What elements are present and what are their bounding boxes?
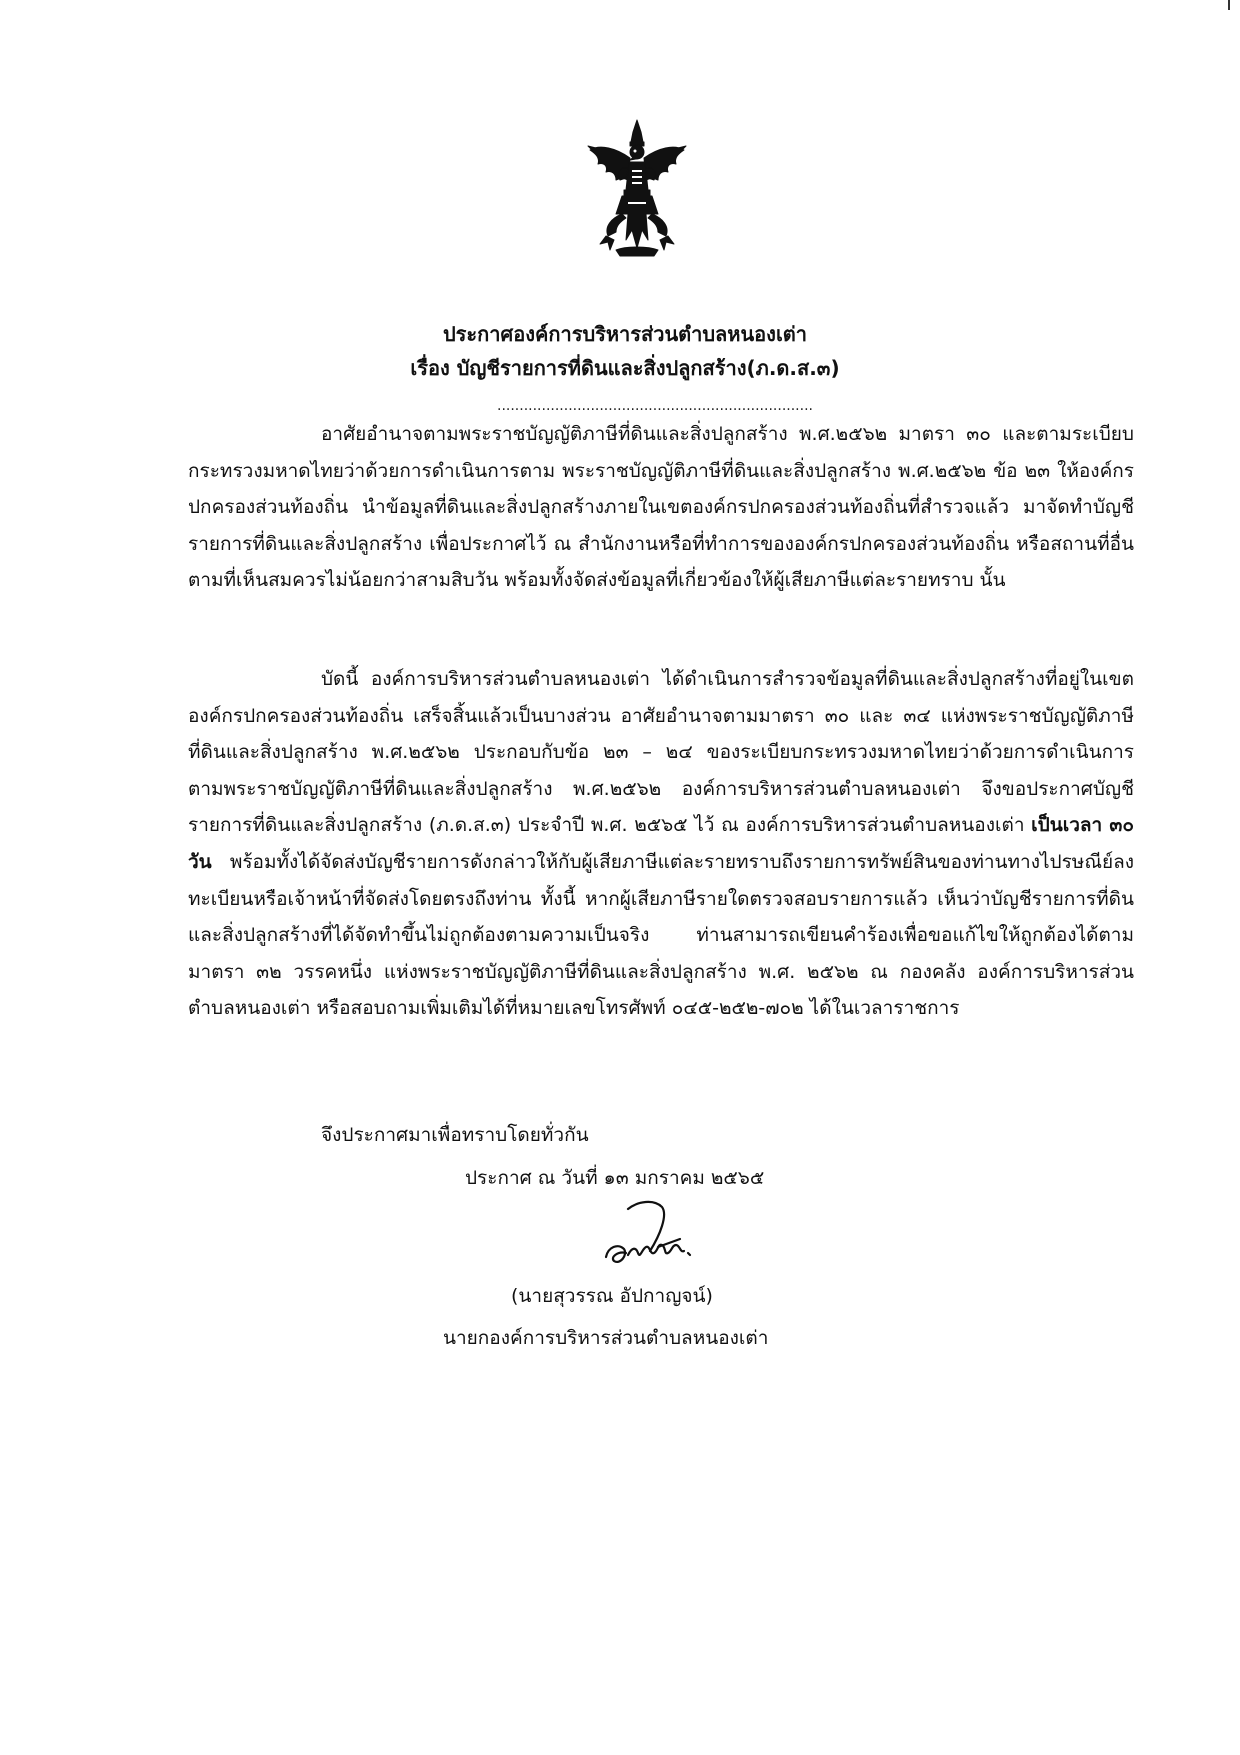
document-subject: เรื่อง บัญชีรายการที่ดินและสิ่งปลูกสร้าง(ภ.ด.ส.๓) [410, 356, 840, 380]
signature [588, 1195, 748, 1275]
paragraph-announcement [188, 661, 1134, 1027]
closing-statement: จึงประกาศมาเพื่อทราบโดยทั่วกัน [321, 1124, 589, 1146]
garuda-emblem-icon [586, 118, 688, 258]
paragraph-announcement-part1: บัดนี้ องค์การบริหารส่วนตำบลหนองเต่า ได้ดำเนินการสำรวจข้อมูลที่ดินและสิ่งปลูกสร้างที่อยู่ในเขตองค์กรปกครองส่วนท้องถิ่น เสร็จสิ้นแล้วเป็นบางส่วน อาศัยอำนาจตามมาตรา ๓๐ และ ๓๔ แห่งพระราชบัญญัติภาษีที่ดินและสิ่งปลูกสร้าง พ.ศ.๒๕๖๒ ประกอบกับข้อ ๒๓ – ๒๔ ของระเบียบกระทรวงมหาดไทยว่าด้วยการดำเนินการตามพระราชบัญญัติภาษีที่ดินและสิ่งปลูกสร้าง พ.ศ.๒๕๖๒ องค์การบริหารส่วนตำบลหนองเต่า จึงขอประกาศบัญชีรายการที่ดินและสิ่งปลูกสร้าง (ภ.ด.ส.๓) ประจำปี พ.ศ. ๒๕๖๕ ไว้ ณ องค์การบริหารส่วนตำบลหนองเต่า [188, 668, 1134, 837]
header-separator: ....................................................................... [497, 399, 813, 413]
page-edge-mark [1228, 0, 1230, 10]
announcement-period: เป็นเวลา ๓๐ วัน [188, 814, 1134, 873]
signer-title: นายกองค์การบริหารส่วนตำบลหนองเต่า [443, 1327, 769, 1349]
signer-name: (นายสุวรรณ อัปกาญจน์) [511, 1285, 713, 1307]
paragraph-announcement-part2: พร้อมทั้งได้จัดส่งบัญชีรายการดังกล่าวให้กับผู้เสียภาษีแต่ละรายทราบถึงรายการทรัพย์สินของท่านทางไปรษณีย์ลงทะเบียนหรือเจ้าหน้าที่จัดส่งโดยตรงถึงท่าน ทั้งนี้ หากผู้เสียภาษีรายใดตรวจสอบรายการแล้ว เห็นว่าบัญชีรายการที่ดินและสิ่งปลูกสร้างที่ได้จัดทำขึ้นไม่ถูกต้องตามความเป็นจริง ท่านสามารถเขียนคำร้องเพื่อขอแก้ไขให้ถูกต้องได้ตามมาตรา ๓๒ วรรคหนึ่ง แห่งพระราชบัญญัติภาษีที่ดินและสิ่งปลูกสร้าง พ.ศ. ๒๕๖๒ ณ กองคลัง องค์การบริหารส่วนตำบลหนองเต่า หรือสอบถามเพิ่มเติมได้ที่หมายเลขโทรศัพท์ ๐๔๕-๒๕๒-๗๐๒ ได้ในเวลาราชการ [188, 850, 1134, 1020]
paragraph-authority: อาศัยอำนาจตามพระราชบัญญัติภาษีที่ดินและสิ่งปลูกสร้าง พ.ศ.๒๕๖๒ มาตรา ๓๐ และตามระเบียบกระทรวงมหาดไทยว่าด้วยการดำเนินการตาม พระราชบัญญัติภาษีที่ดินและสิ่งปลูกสร้าง พ.ศ.๒๕๖๒ ข้อ ๒๓ ให้องค์กรปกครองส่วนท้องถิ่น นำข้อมูลที่ดินและสิ่งปลูกสร้างภายในเขตองค์กรปกครองส่วนท้องถิ่นที่สำรวจแล้ว มาจัดทำบัญชีรายการที่ดินและสิ่งปลูกสร้าง เพื่อประกาศไว้ ณ สำนักงานหรือที่ทำการขององค์กรปกครองส่วนท้องถิ่น หรือสถานที่อื่นตามที่เห็นสมควรไม่น้อยกว่าสามสิบวัน พร้อมทั้งจัดส่งข้อมูลที่เกี่ยวข้องให้ผู้เสียภาษีแต่ละรายทราบ นั้น [188, 423, 1134, 592]
document-header [0, 317, 1240, 385]
document-title: ประกาศองค์การบริหารส่วนตำบลหนองเต่า [442, 322, 807, 346]
announcement-date: ประกาศ ณ วันที่ ๑๓ มกราคม ๒๕๖๕ [465, 1167, 765, 1189]
